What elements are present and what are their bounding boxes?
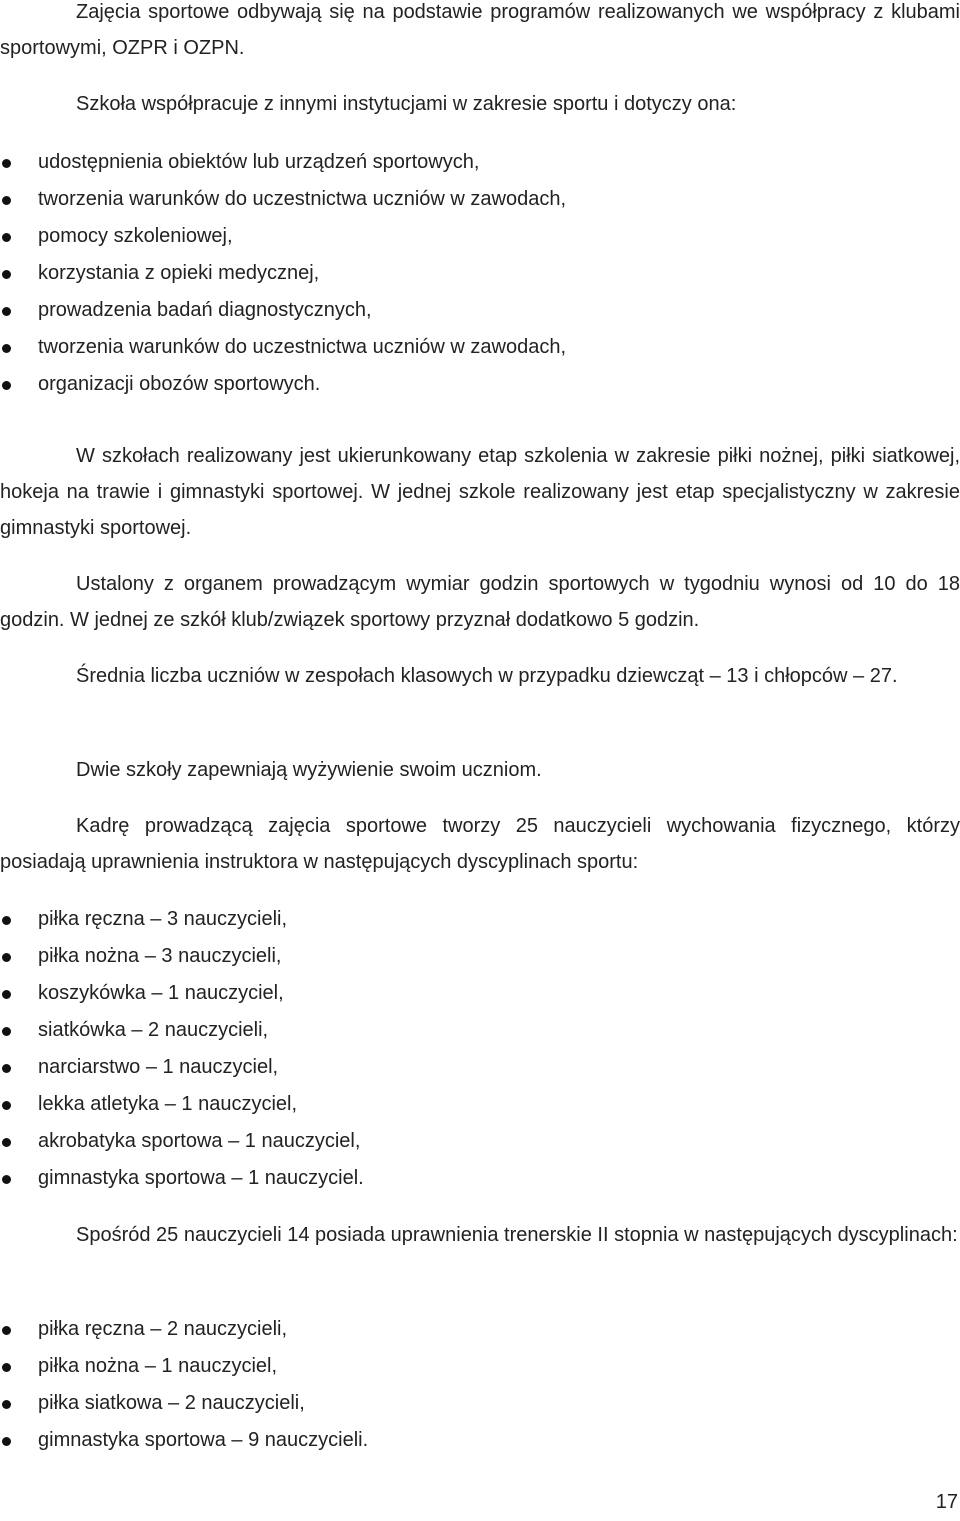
bullet-icon — [2, 233, 11, 242]
bullet-icon — [2, 953, 11, 962]
bullet-icon — [2, 196, 11, 205]
paragraph-teaching-staff: Kadrę prowadzącą zajęcia sportowe tworzy 25 nauczycieli wychowania fizycznego, którzy posiadają uprawnienia instruktora w następujących dyscyplinach sportu: — [0, 815, 960, 873]
paragraph-coach-licenses: Spośród 25 nauczycieli 14 posiada uprawnienia trenerskie II stopnia w następujących dyscyplinach: — [76, 1224, 958, 1246]
paragraph-training-stages: W szkołach realizowany jest ukierunkowany etap szkolenia w zakresie piłki nożnej, piłki siatkowej, hokeja na trawie i gimnastyki sportowej. W jednej szkole realizowany jest etap specjalistyczny w zakresie gimnastyki sportowej. — [0, 445, 960, 539]
list-item: siatkówka – 2 nauczycieli, — [0, 1012, 960, 1049]
list-item: tworzenia warunków do uczestnictwa uczniów w zawodach, — [0, 329, 960, 366]
list-item: piłka ręczna – 3 nauczycieli, — [0, 901, 960, 938]
list-item: narciarstwo – 1 nauczyciel, — [0, 1049, 960, 1086]
list-item: koszykówka – 1 nauczyciel, — [0, 975, 960, 1012]
bullet-icon — [2, 1175, 11, 1184]
bullet-icon — [2, 1064, 11, 1073]
bullet-icon — [2, 270, 11, 279]
page-number: 17 — [935, 1491, 958, 1513]
paragraph-class-size: Średnia liczba uczniów w zespołach klasowych w przypadku dziewcząt – 13 i chłopców – 27. — [76, 665, 898, 687]
bullet-icon — [2, 1437, 11, 1446]
bullet-icon — [2, 916, 11, 925]
paragraph-sport-hours: Ustalony z organem prowadzącym wymiar godzin sportowych w tygodniu wynosi od 10 do 18 godzin. W jednej ze szkół klub/związek sportowy przyznał dodatkowo 5 godzin. — [0, 573, 960, 631]
bullet-icon — [2, 381, 11, 390]
paragraph-meals: Dwie szkoły zapewniają wyżywienie swoim uczniom. — [76, 759, 542, 781]
coach-disciplines-list — [0, 1311, 960, 1459]
bullet-icon — [2, 159, 11, 168]
list-item: piłka siatkowa – 2 nauczycieli, — [0, 1385, 960, 1422]
bullet-icon — [2, 990, 11, 999]
list-item: pomocy szkoleniowej, — [0, 218, 960, 255]
list-item: lekka atletyka – 1 nauczyciel, — [0, 1086, 960, 1123]
list-item: gimnastyka sportowa – 9 nauczycieli. — [0, 1422, 960, 1459]
paragraph-sport-programs: Zajęcia sportowe odbywają się na podstawie programów realizowanych we współpracy z klubami sportowymi, OZPR i OZPN. — [0, 1, 960, 59]
bullet-icon — [2, 1138, 11, 1147]
cooperation-list — [0, 144, 960, 403]
bullet-icon — [2, 1363, 11, 1372]
list-item: piłka nożna – 1 nauczyciel, — [0, 1348, 960, 1385]
bullet-icon — [2, 1400, 11, 1409]
list-item: organizacji obozów sportowych. — [0, 366, 960, 403]
list-item: korzystania z opieki medycznej, — [0, 255, 960, 292]
bullet-icon — [2, 1027, 11, 1036]
bullet-icon — [2, 344, 11, 353]
list-item: tworzenia warunków do uczestnictwa uczniów w zawodach, — [0, 181, 960, 218]
instructor-disciplines-list — [0, 901, 960, 1197]
list-item: piłka nożna – 3 nauczycieli, — [0, 938, 960, 975]
list-item: gimnastyka sportowa – 1 nauczyciel. — [0, 1160, 960, 1197]
bullet-icon — [2, 1326, 11, 1335]
paragraph-cooperation-intro: Szkoła współpracuje z innymi instytucjami w zakresie sportu i dotyczy ona: — [76, 93, 737, 115]
list-item: udostępnienia obiektów lub urządzeń sportowych, — [0, 144, 960, 181]
list-item: prowadzenia badań diagnostycznych, — [0, 292, 960, 329]
bullet-icon — [2, 307, 11, 316]
bullet-icon — [2, 1101, 11, 1110]
list-item: akrobatyka sportowa – 1 nauczyciel, — [0, 1123, 960, 1160]
list-item: piłka ręczna – 2 nauczycieli, — [0, 1311, 960, 1348]
